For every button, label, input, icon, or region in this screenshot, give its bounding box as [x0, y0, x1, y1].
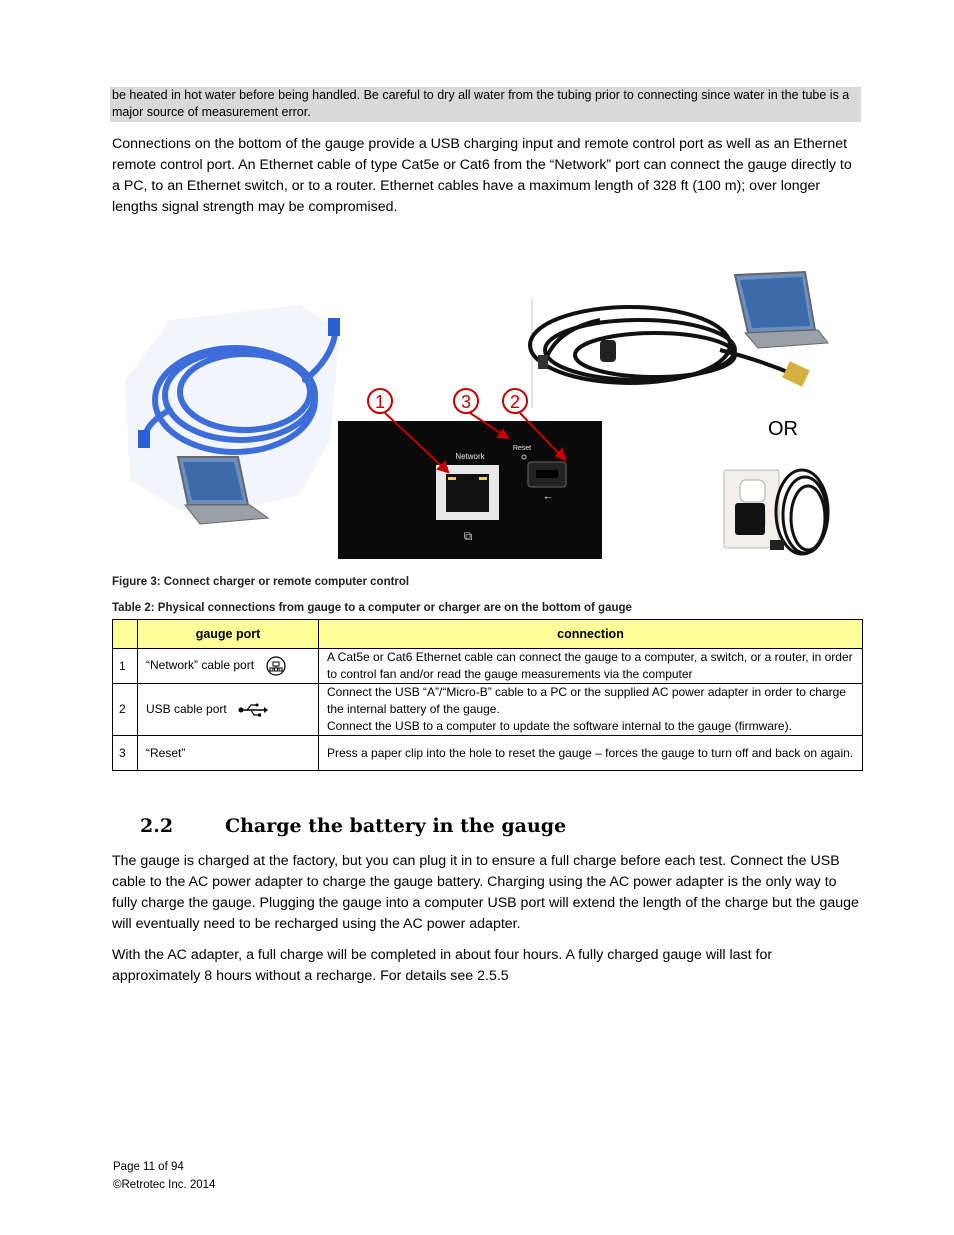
table-row [113, 649, 863, 684]
table-header-port: gauge port [138, 620, 319, 649]
micro-usb-plug [538, 355, 548, 369]
section-paragraph: The gauge is charged at the factory, but you can plug it in to ensure a full charge before each test. Connect the USB cable to the AC power adapter to charge the gauge battery. Charging using the AC power adapter is the only way to fully charge the gauge. Plugging the gauge into a computer USB port will extend the length of the charge but the gauge will eventually need to be recharged using the AC power adapter. [112, 853, 859, 932]
figure-caption: Figure 3: Connect charger or remote computer control [112, 576, 410, 588]
port-label: “Network” cable port [146, 658, 255, 673]
ethernet-icon [265, 655, 287, 677]
network-label: Network [455, 452, 485, 461]
table-row [113, 736, 863, 771]
callout-2: 2 [509, 392, 521, 412]
svg-text:⧉: ⧉ [463, 529, 473, 543]
table-caption: Table 2: Physical connections from gauge to a computer or charger are on the bottom of gauge [112, 602, 632, 614]
callout-3: 3 [460, 392, 472, 412]
port-label: “Reset” [138, 736, 319, 771]
row-number: 3 [113, 736, 138, 771]
callout-markers [368, 389, 527, 413]
usb-plug [782, 361, 810, 387]
connection-text-2: Connect the USB to a computer to update the software internal to the gauge (firmware). [327, 719, 792, 733]
ac-adapter-image [724, 470, 828, 554]
connection-text: Connect the USB “A”/“Micro-B” cable to a PC or the supplied AC power adapter in order to charge the internal battery of the gauge. [327, 685, 846, 716]
table-header-connection: connection [319, 620, 863, 649]
callout-1: 1 [374, 392, 386, 412]
note-box [110, 87, 861, 122]
connection-cell: Press a paper clip into the hole to reset the gauge – forces the gauge to turn off and back on again. [319, 736, 863, 771]
connections-table [112, 619, 863, 771]
reset-label: Reset [512, 445, 532, 452]
section-paragraph: With the AC adapter, a full charge will be completed in about four hours. A fully charged gauge will last for approximately 8 hours without a recharge. For details see 2.5.5 [112, 947, 773, 984]
port-cell [138, 684, 319, 736]
section-title: Charge the battery in the gauge [225, 815, 567, 837]
row-number: 1 [113, 649, 138, 684]
row-number: 2 [113, 684, 138, 736]
usb-icon [238, 703, 268, 717]
connection-cell: A Cat5e or Cat6 Ethernet cable can connect the gauge to a computer, a switch, or a router, in order to control fan and/or read the gauge measurements via the computer [319, 649, 863, 684]
intro-paragraph: Connections on the bottom of the gauge provide a USB charging input and remote control port as well as an Ethernet remote control port. An Ethernet cable of type Cat5e or Cat6 from the “Network” port can connect the gauge directly to a PC, to an Ethernet switch, or to a router. Ethernet cables have a maximum length of 328 ft (100 m); over longer lengths signal strength may be compromised. [112, 136, 852, 215]
table-header-row [113, 620, 863, 649]
copyright: ©Retrotec Inc. 2014 [113, 1179, 216, 1191]
note-text: be heated in hot water before being handled. Be careful to dry all water from the tubing prior to connecting since water in the tube is a major source of measurement error. [112, 88, 850, 119]
table-row [113, 684, 863, 736]
ferrite-bead [600, 340, 616, 362]
section-number: 2.2 [140, 815, 174, 837]
connection-cell [319, 684, 863, 736]
page-number: Page 11 of 94 [113, 1161, 184, 1173]
or-label: OR [768, 418, 798, 440]
table-header-num [113, 620, 138, 649]
port-label: USB cable port [146, 702, 227, 716]
laptop-icon [735, 272, 828, 348]
gauge-panel-image [338, 421, 602, 559]
section-heading [140, 815, 566, 837]
port-cell [138, 649, 319, 684]
svg-text:⭠: ⭠ [544, 493, 552, 503]
